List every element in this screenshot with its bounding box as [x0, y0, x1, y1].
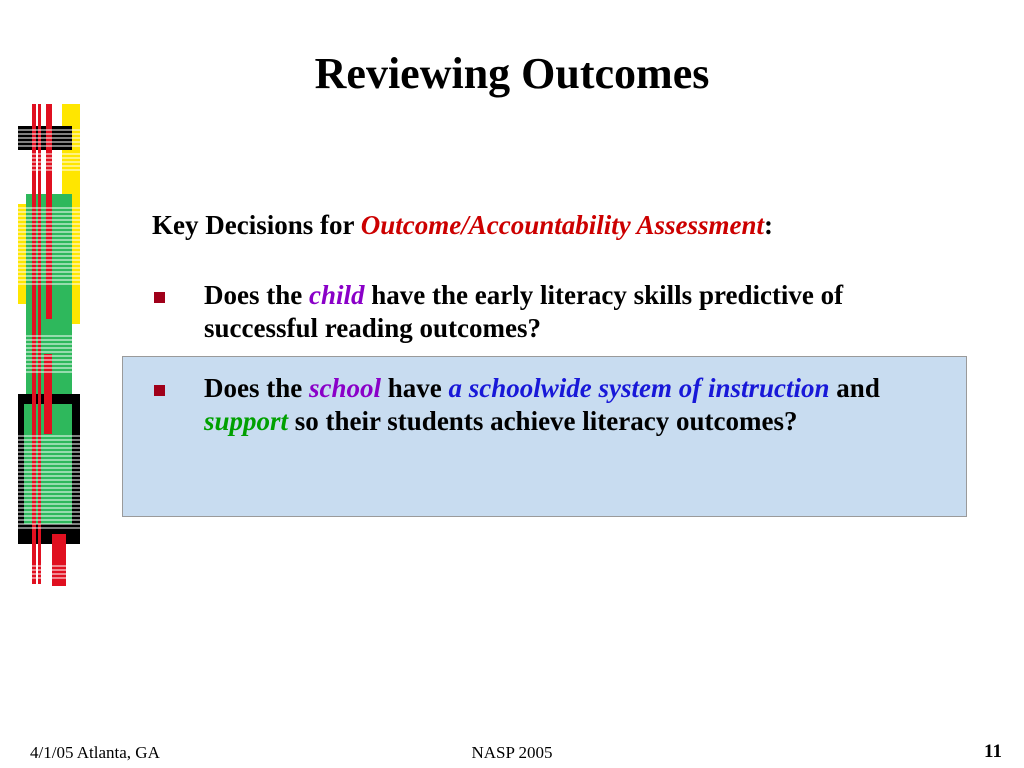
bullet-child-skills	[204, 279, 904, 345]
bullet-2-support-term: support	[204, 406, 289, 436]
bullet-2-part-5: and	[829, 373, 880, 403]
key-decisions-heading	[152, 208, 773, 242]
bullet-school-system	[204, 372, 904, 438]
bullet-2-system-term: a schoolwide system of instruction	[448, 373, 830, 403]
bullet-1-child-term: child	[308, 280, 365, 310]
footer-conference: NASP 2005	[471, 743, 553, 762]
decorative-stripes	[16, 104, 82, 590]
heading-emphasis: Outcome/Accountability Assessment	[360, 210, 764, 240]
bullet-2-part-3: have	[381, 373, 449, 403]
footer-date-location: 4/1/05 Atlanta, GA	[30, 743, 160, 762]
heading-suffix: :	[764, 210, 773, 240]
page-number: 11	[984, 741, 1002, 762]
bullet-marker-1	[154, 292, 165, 303]
bullet-2-part-1: Does the	[204, 373, 309, 403]
bullet-2-part-7: so their students achieve literacy outcomes?	[288, 406, 798, 436]
slide-title: Reviewing Outcomes	[314, 49, 710, 98]
bullet-marker-2	[154, 385, 165, 396]
bullet-2-school-term: school	[308, 373, 381, 403]
heading-prefix: Key Decisions for	[152, 210, 361, 240]
bullet-1-part-1: Does the	[204, 280, 309, 310]
bullet-1-part-3: have the early literacy skills predictive of successful reading outcomes?	[204, 280, 844, 343]
